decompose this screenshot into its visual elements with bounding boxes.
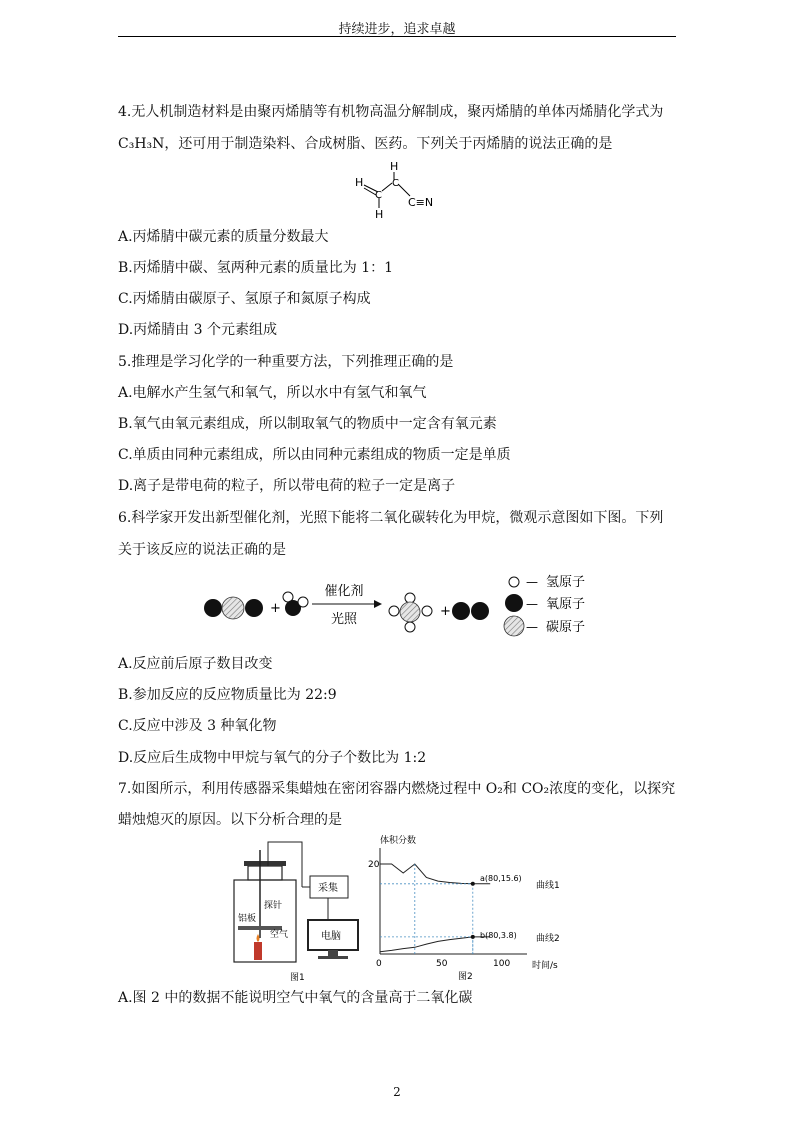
legend-oxygen-icon — [505, 594, 523, 612]
jar-stopper — [244, 861, 286, 866]
air-label: 空气 — [270, 930, 289, 940]
h2o-hydrogen-atom-2 — [298, 597, 308, 607]
q4-stem-line1: 4.无人机制造材料是由聚丙烯腈等有机物高温分解制成，聚丙烯腈的单体丙烯腈化学式为 — [118, 104, 664, 120]
point-b-label: b(80,3.8) — [480, 931, 517, 940]
ch4-hydrogen-atom-right — [422, 606, 432, 616]
legend-dash-3: — — [526, 620, 538, 634]
series-line-curve-1 — [380, 864, 490, 884]
acrylonitrile-structure — [352, 158, 444, 220]
q7-option-a: A.图 2 中的数据不能说明空气中氧气的含量高于二氧化碳 — [118, 990, 473, 1006]
co2-oxygen-atom-right — [245, 599, 263, 617]
legend-oxygen-label: 氧原子 — [546, 597, 586, 612]
q5-option-d: D.离子是带电荷的粒子，所以带电荷的粒子一定是离子 — [118, 478, 456, 494]
catalyst-label: 催化剂 — [324, 584, 364, 599]
figure-1-caption: 图1 — [290, 973, 305, 983]
legend-hydrogen-label: 氢原子 — [546, 575, 586, 590]
y-tick-20: 20 — [368, 860, 380, 870]
ch4-hydrogen-atom-top — [405, 593, 415, 603]
legend-carbon-icon — [504, 616, 524, 636]
point-a-label: a(80,15.6) — [480, 874, 522, 883]
page-header: 持续进步，追求卓越 — [338, 22, 456, 37]
monitor-stand — [328, 950, 338, 956]
cn-group: C≡N — [408, 196, 434, 209]
q6-stem-line2: 关于该反应的说法正确的是 — [118, 542, 286, 558]
monitor-base — [318, 956, 348, 959]
q5-option-c: C.单质由同种元素组成，所以由同种元素组成的物质一定是单质 — [118, 447, 511, 463]
ch4-carbon-atom — [400, 602, 420, 622]
flame-icon — [257, 934, 260, 942]
q7-stem-line1: 7.如图所示，利用传感器采集蜡烛在密闭容器内燃烧过程中 O₂和 CO₂浓度的变化，以探究 — [118, 781, 676, 797]
arrow-head-icon — [374, 600, 382, 608]
curve-2-label: 曲线2 — [536, 934, 560, 944]
o2-oxygen-atom-1 — [452, 602, 470, 620]
computer-label: 电脑 — [321, 931, 341, 942]
reaction-diagram — [200, 567, 610, 647]
co2-carbon-atom — [222, 597, 244, 619]
x-tick-50: 50 — [436, 959, 448, 969]
legend-hydrogen-icon — [509, 577, 519, 587]
h-atom-top: H — [390, 160, 399, 173]
plus-sign-1: + — [270, 601, 281, 616]
x-tick-100: 100 — [493, 959, 511, 969]
plate-label: 铝板 — [238, 914, 257, 924]
x-axis-label: 时间/s — [532, 961, 558, 971]
q6-option-a: A.反应前后原子数目改变 — [118, 656, 273, 672]
ch4-hydrogen-atom-bottom — [405, 622, 415, 632]
curve-1-label: 曲线1 — [536, 881, 560, 891]
q4-option-a: A.丙烯腈中碳元素的质量分数最大 — [118, 229, 329, 245]
condition-label: 光照 — [330, 612, 358, 627]
o2-oxygen-atom-2 — [471, 602, 489, 620]
annotation-point-a — [471, 882, 475, 886]
q6-option-c: C.反应中涉及 3 种氧化物 — [118, 718, 277, 734]
y-axis-label: 体积分数 — [380, 836, 417, 846]
h-atom-left: H — [355, 176, 364, 189]
figure-1-apparatus — [228, 838, 368, 983]
q6-option-d: D.反应后生成物中甲烷与氧气的分子个数比为 1:2 — [118, 750, 427, 766]
q4-stem-line2: C₃H₃N，还可用于制造染料、合成树脂、医药。下列关于丙烯腈的说法正确的是 — [118, 136, 613, 152]
q5-option-a: A.电解水产生氢气和氧气，所以水中有氢气和氧气 — [118, 385, 427, 401]
plus-sign-2: + — [440, 604, 451, 619]
legend-carbon-label: 碳原子 — [546, 620, 586, 635]
annotation-point-b — [471, 935, 475, 939]
co2-oxygen-atom-left — [204, 599, 222, 617]
q4-option-b: B.丙烯腈中碳、氢两种元素的质量比为 1：1 — [118, 260, 394, 276]
collector-label: 采集 — [318, 883, 338, 894]
q5-stem: 5.推理是学习化学的一种重要方法，下列推理正确的是 — [118, 354, 454, 370]
header-rule — [118, 36, 676, 37]
legend-dash-1: — — [526, 575, 538, 589]
jar-neck — [248, 866, 282, 880]
ch4-hydrogen-atom-left — [389, 606, 399, 616]
q5-option-b: B.氧气由氧元素组成，所以制取氧气的物质中一定含有氧元素 — [118, 416, 497, 432]
candle — [254, 942, 262, 960]
q4-option-d: D.丙烯腈由 3 个元素组成 — [118, 322, 277, 338]
h-atom-bottom: H — [375, 208, 384, 220]
q7-stem-line2: 蜡烛熄灭的原因。以下分析合理的是 — [118, 812, 342, 828]
legend-dash-2: — — [526, 597, 538, 611]
c-atom-2: C — [392, 178, 399, 189]
figure-2-chart — [362, 830, 574, 982]
series-line-curve-2 — [380, 937, 490, 952]
x-tick-0: 0 — [376, 959, 382, 969]
probe-label: 探针 — [264, 901, 283, 911]
figure-2-caption: 图2 — [458, 972, 473, 982]
q4-option-c: C.丙烯腈由碳原子、氢原子和氮原子构成 — [118, 291, 371, 307]
q6-stem-line1: 6.科学家开发出新型催化剂，光照下能将二氧化碳转化为甲烷，微观示意图如下图。下列 — [118, 510, 664, 526]
q6-option-b: B.参加反应的反应物质量比为 22:9 — [118, 687, 337, 703]
page-number: 2 — [393, 1085, 401, 1099]
c-atom-1: C — [375, 190, 382, 201]
